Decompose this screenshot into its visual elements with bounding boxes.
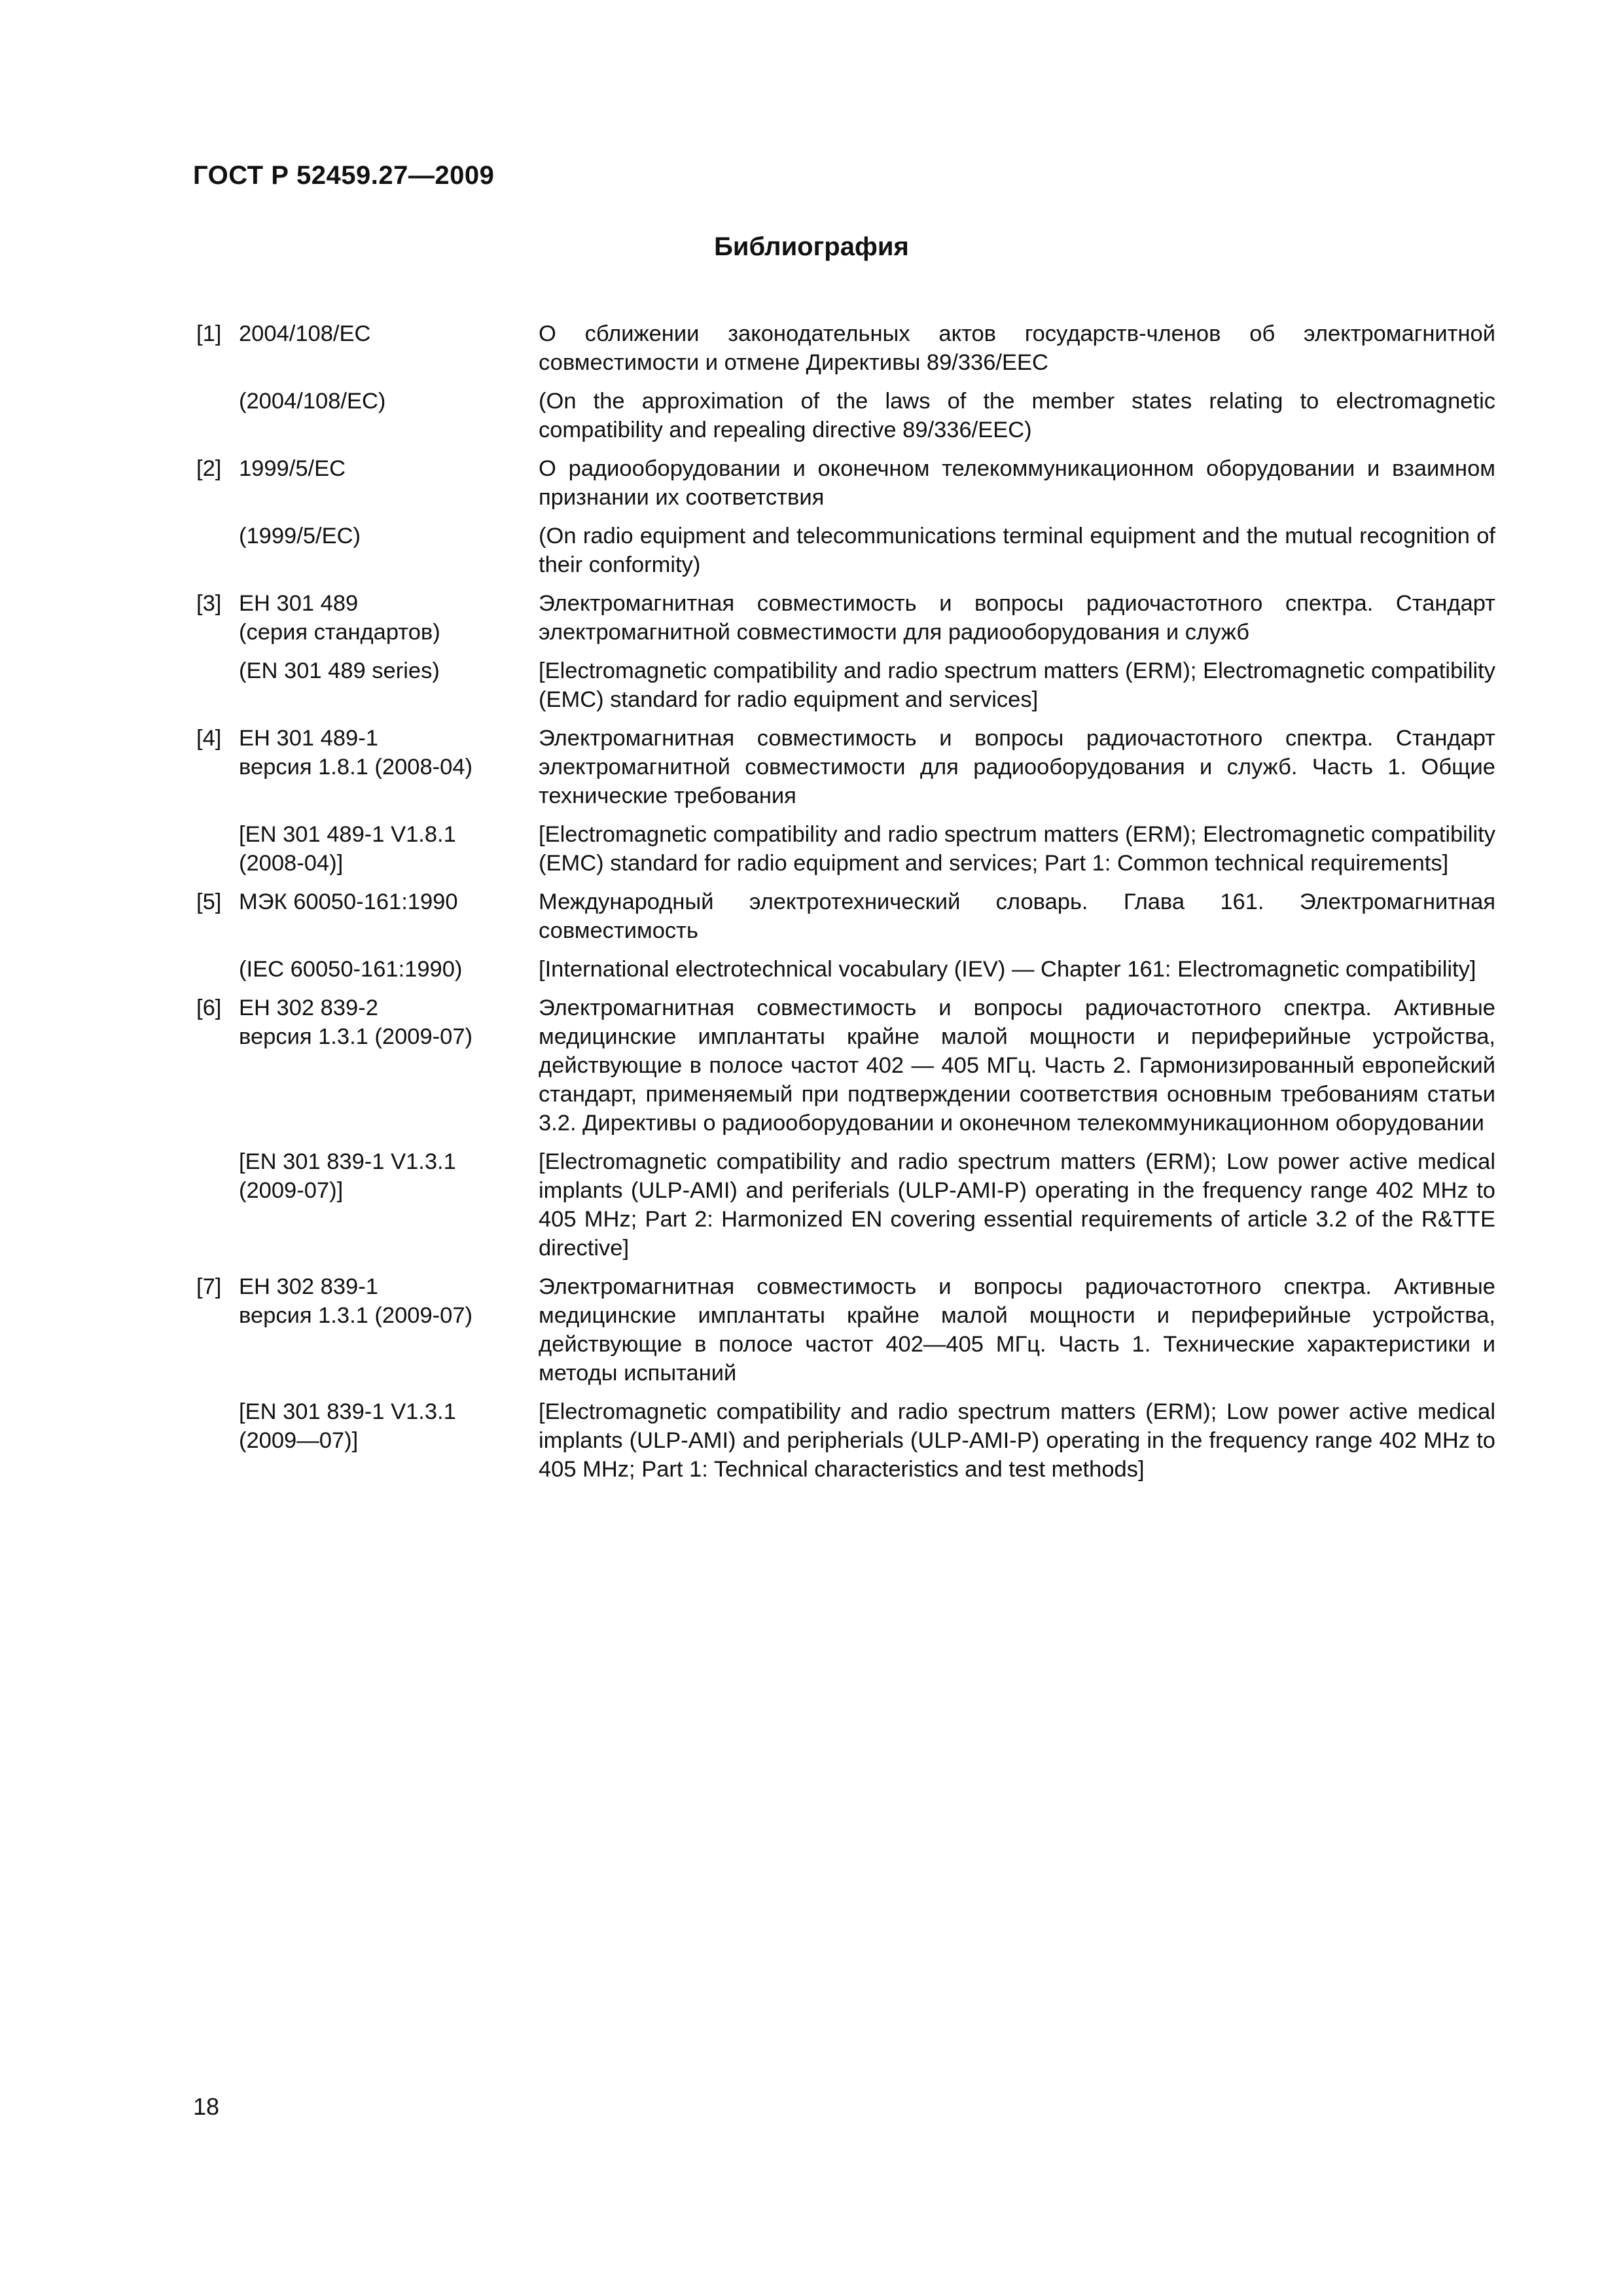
entry-description: [Electromagnetic compatibility and radio spectrum matters (ERM); Electromagnetic compatibility (EMC) standard for radio equipment and services; Part 1: Common technical requirements] — [539, 822, 1495, 876]
bibliography-entry — [196, 1272, 1495, 1388]
entry-description: [Electromagnetic compatibility and radio spectrum matters (ERM); Electromagnetic compatibility (EMC) standard for radio equipment and services] — [539, 658, 1495, 712]
entry-description: О сближении законодательных актов государств-членов об электромагнитной совместимости и отмене Директивы 89/336/ЕЕС — [539, 321, 1495, 375]
bibliography-entry-translation — [196, 387, 1495, 444]
entry-code: [EN 301 489-1 V1.8.1 (2008-04)] — [239, 822, 456, 876]
entry-number: [1] — [196, 321, 222, 346]
bibliography-entry-translation — [196, 820, 1495, 878]
bibliography-entry — [196, 888, 1495, 945]
bibliography-entry — [196, 454, 1495, 512]
entry-code: ЕН 301 489 (серия стандартов) — [239, 591, 440, 645]
entry-description: [Electromagnetic compatibility and radio spectrum matters (ERM); Low power active medical implants (ULP-AMI) and peripherials (ULP-AMI-P) operating in the frequency range 402 MHz to 405 MHz; Part 1: Technical characteristics and test methods] — [539, 1399, 1495, 1482]
section-title: Библиография — [714, 232, 909, 261]
entry-code: МЭК 60050-161:1990 — [239, 889, 458, 914]
entry-description: Электромагнитная совместимость и вопросы радиочастотного спектра. Активные медицинские имплантаты крайне малой мощности и периферийные устройства, действующие в полосе частот 402 — 405 МГц. Часть 2. Гармонизированный европейский стандарт, применяемый при подтверждении соответствия основным требованиям статьи 3.2. Директивы о радиооборудовании и оконечном телекоммуникационном оборудовании — [539, 996, 1495, 1136]
entry-code: (2004/108/EC) — [239, 389, 386, 414]
entry-description: (On the approximation of the laws of the member states relating to electromagnetic compatibility and repealing directive 89/336/EEC) — [539, 389, 1495, 442]
entry-number: [6] — [196, 996, 222, 1020]
entry-code: 2004/108/ЕС — [239, 321, 371, 346]
bibliography-entry-translation — [196, 1397, 1495, 1484]
bibliography-entry — [196, 994, 1495, 1138]
bibliography-entry — [196, 319, 1495, 377]
page-number: 18 — [193, 2093, 220, 2120]
entry-number: [2] — [196, 456, 222, 481]
bibliography-entry-translation — [196, 656, 1495, 714]
entry-code: [EN 301 839-1 V1.3.1 (2009—07)] — [239, 1399, 456, 1453]
bibliography-entry — [196, 589, 1495, 647]
entry-code: ЕН 301 489-1 версия 1.8.1 (2008-04) — [239, 726, 473, 780]
entry-number: [3] — [196, 591, 222, 616]
entry-description: [International electrotechnical vocabulary (IEV) — Chapter 161: Electromagnetic compatibility] — [539, 957, 1476, 982]
entry-description: Электромагнитная совместимость и вопросы радиочастотного спектра. Стандарт электромагнитной совместимости для радиооборудования и служб — [539, 591, 1495, 645]
entry-number: [4] — [196, 726, 222, 751]
entry-description: О радиооборудовании и оконечном телекоммуникационном оборудовании и взаимном признании их соответствия — [539, 456, 1495, 510]
entry-code: ЕН 302 839-2 версия 1.3.1 (2009-07) — [239, 996, 473, 1049]
entry-description: Электромагнитная совместимость и вопросы радиочастотного спектра. Стандарт электромагнитной совместимости для радиооборудования и служб. Часть 1. Общие технические требования — [539, 726, 1495, 808]
entry-code: [EN 301 839-1 V1.3.1 (2009-07)] — [239, 1149, 456, 1203]
document-header: ГОСТ Р 52459.27—2009 — [193, 161, 495, 190]
entry-description: Электромагнитная совместимость и вопросы радиочастотного спектра. Активные медицинские имплантаты крайне малой мощности и периферийные устройства, действующие в полосе частот 402—405 МГц. Часть 1. Технические характеристики и методы испытаний — [539, 1274, 1495, 1386]
entry-number: [5] — [196, 889, 222, 914]
bibliography-entry-translation — [196, 955, 1495, 984]
entry-description: (On radio equipment and telecommunications terminal equipment and the mutual recognition of their conformity) — [539, 524, 1495, 577]
bibliography-entry-translation — [196, 1147, 1495, 1263]
entry-description: [Electromagnetic compatibility and radio spectrum matters (ERM); Low power active medical implants (ULP-AMI) and periferials (ULP-AMI-P) operating in the frequency range 402 MHz to 405 MHz; Part 2: Harmonized EN covering essential requirements of article 3.2 of the R&TTE directive] — [539, 1149, 1495, 1261]
entry-code: 1999/5/ЕС — [239, 456, 346, 481]
entry-code: (1999/5/EC) — [239, 524, 361, 548]
bibliography-list — [196, 319, 1495, 1484]
entry-code: (EN 301 489 series) — [239, 658, 440, 683]
bibliography-entry — [196, 724, 1495, 810]
entry-code: ЕН 302 839-1 версия 1.3.1 (2009-07) — [239, 1274, 473, 1328]
entry-code: (IEC 60050-161:1990) — [239, 957, 463, 982]
bibliography-entry-translation — [196, 522, 1495, 579]
entry-number: [7] — [196, 1274, 222, 1299]
entry-description: Международный электротехнический словарь. Глава 161. Электромагнитная совместимость — [539, 889, 1495, 943]
